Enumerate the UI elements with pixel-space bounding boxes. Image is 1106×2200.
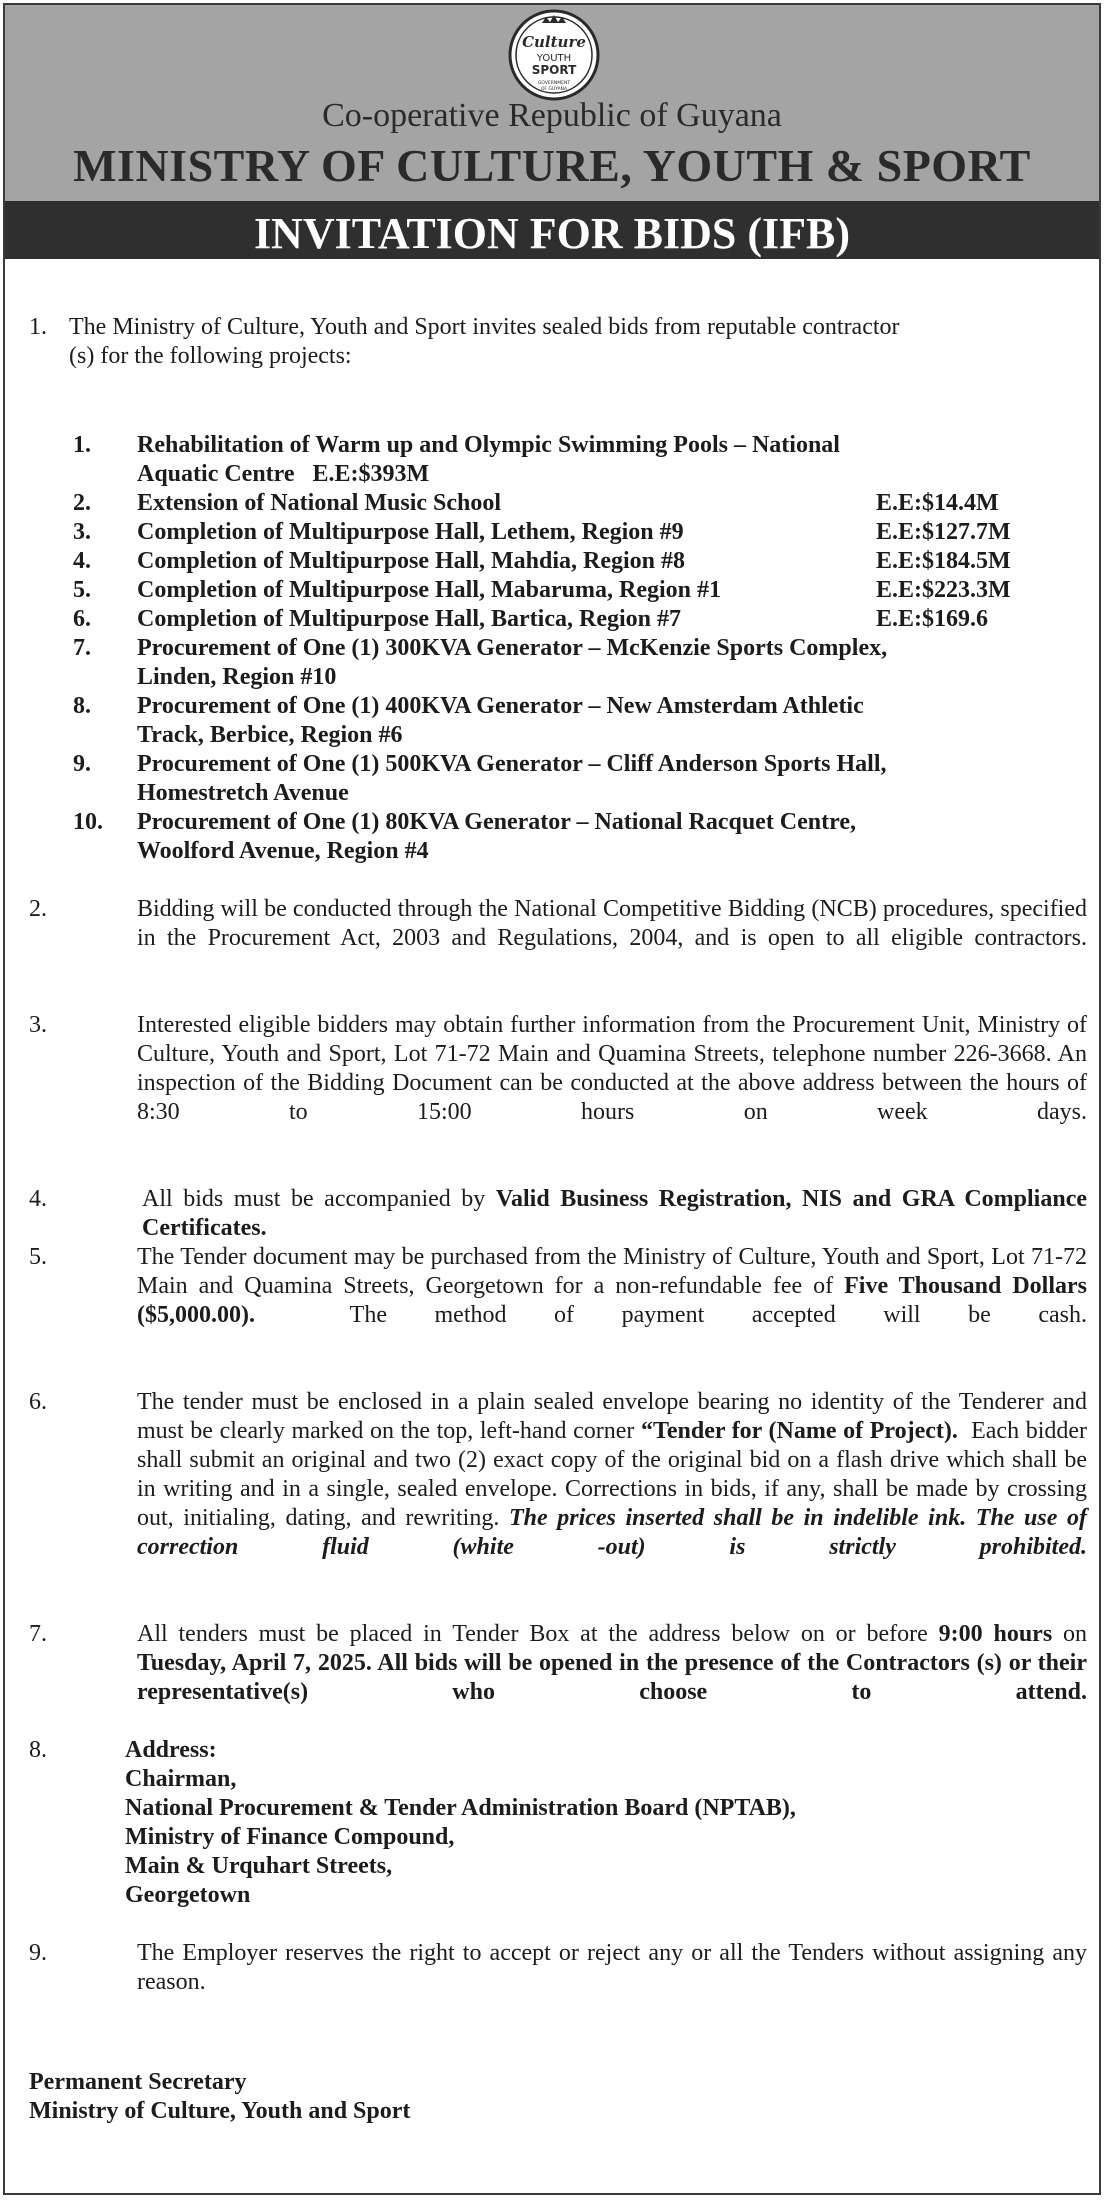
- para-4-text: All bids must be accompanied by: [142, 1186, 486, 1212]
- para-4-number: 4.: [29, 1186, 47, 1212]
- para-2: Bidding will be conducted through the National Competitive Bidding (NCB) procedures, specified in the Procurement Act, 2003 and Regulations, 2004, and is open to all eligible contractors.: [137, 896, 1087, 951]
- address-line: National Procurement & Tender Administration Board (NPTAB),: [125, 1795, 796, 1821]
- para-7-time: 9:00 hours: [938, 1621, 1053, 1647]
- para-5-text: The Tender document may be purchased from the Ministry of Culture, Youth and Sport, Lot 71-72 Main and Quamina Streets, Georgetown for a non-refundable fee of: [137, 1244, 1087, 1299]
- signatory-ministry: Ministry of Culture, Youth and Sport: [29, 2098, 411, 2124]
- project-number: 10.: [73, 809, 103, 835]
- project-title: Completion of Multipurpose Hall, Mabaruma, Region #1: [137, 577, 722, 603]
- svg-text:GOVERNMENT: GOVERNMENT: [537, 81, 571, 86]
- ifb-notice: [3, 3, 1101, 2195]
- country-name: Co-operative Republic of Guyana: [322, 97, 782, 134]
- project-title-cont: Aquatic Centre E.E:$393M: [137, 461, 430, 487]
- para-9-number: 9.: [29, 1940, 47, 1966]
- project-title: Completion of Multipurpose Hall, Bartica, Region #7: [137, 606, 681, 632]
- project-estimate: E.E:$14.4M: [876, 490, 999, 516]
- project-estimate: E.E:$223.3M: [876, 577, 1011, 603]
- para-5-text-2: The method of payment accepted will be cash.: [349, 1302, 1087, 1328]
- project-title-cont: Linden, Region #10: [137, 664, 337, 690]
- para-6: [137, 1388, 1087, 1591]
- project-title: Rehabilitation of Warm up and Olympic Swimming Pools – National: [137, 432, 840, 458]
- ministry-logo: [508, 9, 600, 101]
- para-7: [137, 1620, 1087, 1736]
- para-6-text-2: Each bidder shall submit an original and two (2) exact copy of the original bid on a flash drive which shall be in writing and in a single, sealed envelope. Corrections in bids, if any, shall be made by crossing out, initialing, dating, and rewriting.: [137, 1418, 1088, 1531]
- para-6-number: 6.: [29, 1389, 47, 1415]
- para-6-warning: The prices inserted shall be in indelible ink. The use of correction fluid (white -out) is strictly prohibited.: [137, 1505, 1087, 1560]
- project-title-cont: Woolford Avenue, Region #4: [137, 838, 429, 864]
- project-title-cont: Track, Berbice, Region #6: [137, 722, 403, 748]
- project-number: 1.: [73, 432, 91, 458]
- svg-text:SPORT: SPORT: [531, 63, 577, 77]
- ministry-name: MINISTRY OF CULTURE, YOUTH & SPORT: [73, 140, 1031, 191]
- intro-line-1: The Ministry of Culture, Youth and Sport invites sealed bids from reputable contractor: [69, 314, 900, 340]
- para-6-text: The tender must be enclosed in a plain sealed envelope bearing no identity of the Tenderer and must be clearly marked on the top, left-hand corner: [137, 1389, 1087, 1444]
- para-3-number: 3.: [29, 1012, 47, 1038]
- para-5-number: 5.: [29, 1244, 47, 1270]
- project-title: Procurement of One (1) 300KVA Generator – McKenzie Sports Complex,: [137, 635, 888, 661]
- para-3: Interested eligible bidders may obtain further information from the Procurement Unit, Ministry of Culture, Youth and Sport, Lot 71-72 Main and Quamina Streets, telephone number 226-3668. An inspection of the Bidding Document can be conducted at the above address between the hours of 8:30 to 15:00 hours on week days.: [137, 1012, 1087, 1125]
- project-title: Completion of Multipurpose Hall, Mahdia, Region #8: [137, 548, 686, 574]
- para-4-bold: Valid Business Registration, NIS and GRA Compliance Certificates: [142, 1186, 1087, 1241]
- project-title: Procurement of One (1) 80KVA Generator – National Racquet Centre,: [137, 809, 857, 835]
- project-number: 7.: [73, 635, 91, 661]
- project-number: 5.: [73, 577, 91, 603]
- signatory-title: Permanent Secretary: [29, 2069, 247, 2095]
- project-estimate: E.E:$127.7M: [876, 519, 1011, 545]
- svg-text:OF GUYANA: OF GUYANA: [540, 87, 568, 92]
- para-4: All bids must be accompanied by Valid Business Registration, NIS and GRA Compliance Certificates.: [142, 1186, 1087, 1241]
- project-title-cont: Homestretch Avenue: [137, 780, 349, 806]
- para-5-fee: Five Thousand Dollars ($5,000.00).: [137, 1273, 1088, 1328]
- para-7-text-2: on: [1063, 1621, 1088, 1647]
- para-8-number: 8.: [29, 1737, 47, 1763]
- project-number: 6.: [73, 606, 91, 632]
- project-number: 4.: [73, 548, 91, 574]
- para-5: [137, 1243, 1087, 1359]
- page-title: INVITATION FOR BIDS (IFB): [253, 209, 851, 258]
- project-title: Procurement of One (1) 500KVA Generator – Cliff Anderson Sports Hall,: [137, 751, 887, 777]
- project-estimate: E.E:$184.5M: [876, 548, 1011, 574]
- address-line: Georgetown: [125, 1882, 251, 1908]
- para-7-date: Tuesday, April 7, 2025. All bids will be opened in the presence of the Contractors (s) or their representative(s) who choose to attend.: [137, 1650, 1087, 1705]
- project-estimate: E.E:$169.6: [876, 606, 989, 632]
- para-7-text: All tenders must be placed in Tender Box at the address below on or before: [137, 1621, 928, 1647]
- project-title: Completion of Multipurpose Hall, Lethem, Region #9: [137, 519, 684, 545]
- address-line: Main & Urquhart Streets,: [125, 1853, 393, 1879]
- intro-number: 1.: [29, 314, 47, 340]
- svg-text:Culture: Culture: [522, 33, 586, 51]
- para-9: The Employer reserves the right to accept or reject any or all the Tenders without assigning any reason.: [137, 1940, 1087, 1995]
- project-number: 9.: [73, 751, 91, 777]
- project-number: 8.: [73, 693, 91, 719]
- address-line: Ministry of Finance Compound,: [125, 1824, 455, 1850]
- project-number: 2.: [73, 490, 91, 516]
- address-label: Address:: [125, 1737, 217, 1763]
- project-title: Extension of National Music School: [137, 490, 502, 516]
- para-7-number: 7.: [29, 1621, 47, 1647]
- address-line: Chairman,: [125, 1766, 237, 1792]
- intro-line-2: (s) for the following projects:: [69, 343, 352, 369]
- project-number: 3.: [73, 519, 91, 545]
- svg-text:YOUTH: YOUTH: [536, 53, 572, 64]
- para-6-marking: “Tender for (Name of Project).: [641, 1418, 958, 1444]
- project-title: Procurement of One (1) 400KVA Generator – New Amsterdam Athletic: [137, 693, 864, 719]
- para-2-number: 2.: [29, 896, 47, 922]
